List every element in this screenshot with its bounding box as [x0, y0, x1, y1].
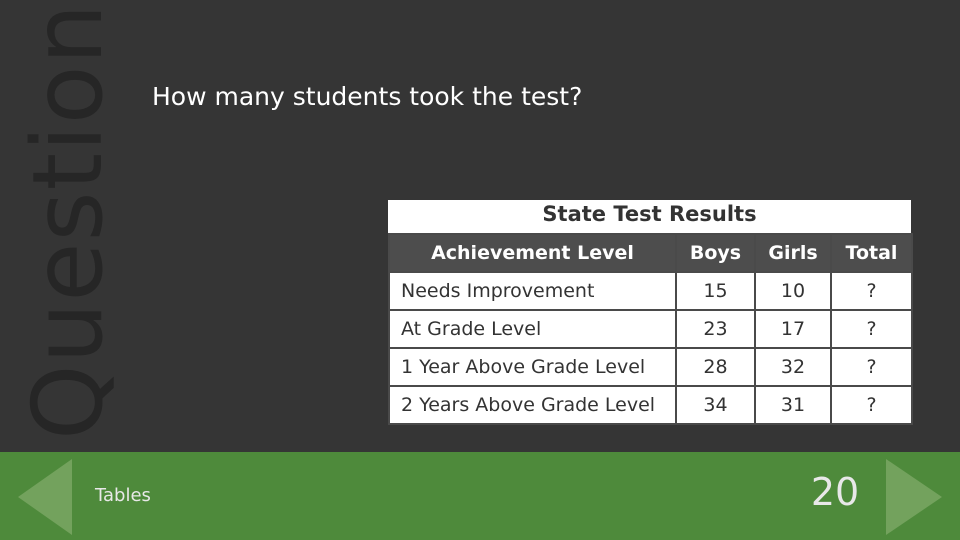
cell-girls: 10 — [755, 272, 831, 310]
cell-level: At Grade Level — [389, 310, 676, 348]
cell-total: ? — [831, 386, 912, 424]
points-value: 20 — [810, 470, 860, 514]
cell-level: 1 Year Above Grade Level — [389, 348, 676, 386]
cell-boys: 34 — [676, 386, 755, 424]
cell-total: ? — [831, 310, 912, 348]
cell-girls: 17 — [755, 310, 831, 348]
header-girls: Girls — [755, 234, 831, 272]
cell-total: ? — [831, 272, 912, 310]
cell-girls: 32 — [755, 348, 831, 386]
header-total: Total — [831, 234, 912, 272]
cell-total: ? — [831, 348, 912, 386]
results-table — [388, 233, 913, 425]
triangle-left-icon[interactable] — [18, 459, 72, 535]
header-achievement-level: Achievement Level — [389, 234, 676, 272]
table-row — [389, 272, 912, 310]
side-label: Question — [12, 2, 124, 440]
results-table-container — [388, 200, 911, 425]
table-row — [389, 386, 912, 424]
table-row — [389, 348, 912, 386]
cell-boys: 23 — [676, 310, 755, 348]
cell-level: Needs Improvement — [389, 272, 676, 310]
cell-girls: 31 — [755, 386, 831, 424]
cell-boys: 28 — [676, 348, 755, 386]
triangle-right-icon[interactable] — [886, 459, 942, 535]
table-title: State Test Results — [388, 200, 911, 233]
cell-level: 2 Years Above Grade Level — [389, 386, 676, 424]
category-label: Tables — [95, 485, 151, 506]
question-text: How many students took the test? — [152, 82, 583, 111]
table-row — [389, 310, 912, 348]
header-boys: Boys — [676, 234, 755, 272]
table-header-row — [389, 234, 912, 272]
cell-boys: 15 — [676, 272, 755, 310]
